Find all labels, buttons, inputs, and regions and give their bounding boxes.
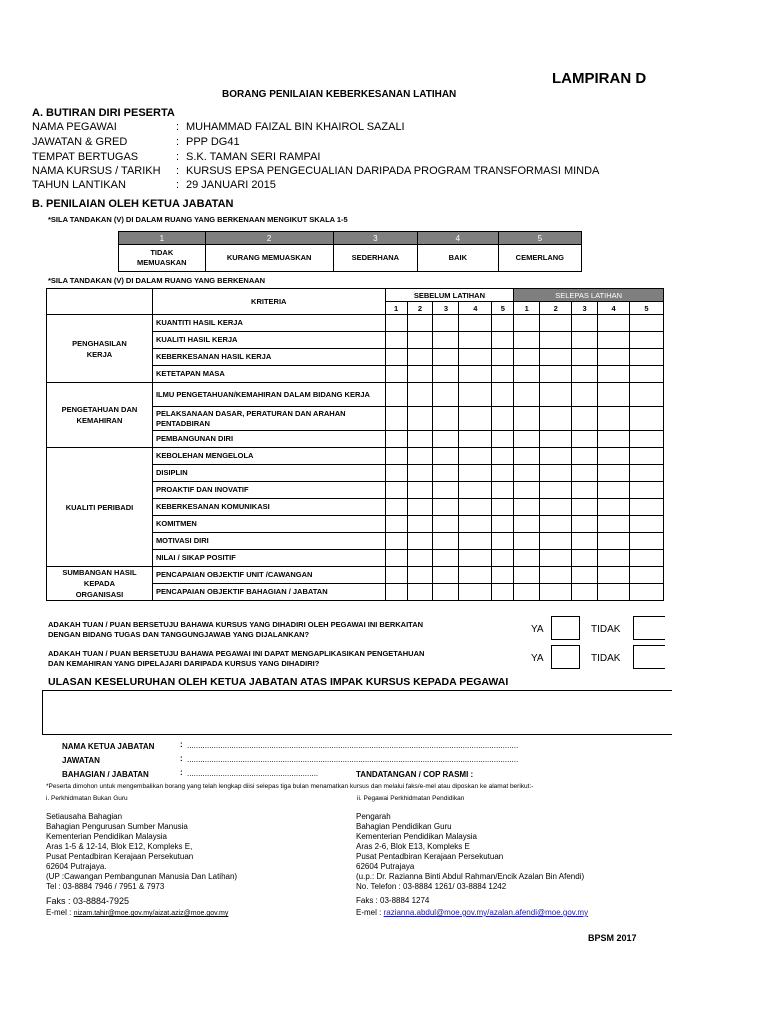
rating-checkbox[interactable] bbox=[492, 482, 514, 499]
score-col-header: 4 bbox=[598, 302, 630, 315]
rating-checkbox[interactable] bbox=[540, 567, 572, 584]
rating-checkbox[interactable] bbox=[492, 584, 514, 601]
rating-checkbox[interactable] bbox=[540, 584, 572, 601]
rating-checkbox[interactable] bbox=[492, 407, 514, 431]
rating-checkbox[interactable] bbox=[630, 383, 664, 407]
criteria-header: KRITERIA bbox=[152, 289, 385, 315]
rating-checkbox[interactable] bbox=[407, 516, 433, 533]
rating-checkbox[interactable] bbox=[459, 465, 492, 482]
score-col-header: 5 bbox=[630, 302, 664, 315]
question-1: ADAKAH TUAN / PUAN BERSETUJU BAHAWA KURSUS YANG DIHADIRI OLEH PEGAWAI INI BERKAITAN DENGAN BIDANG TUGAS DAN TANGGUNGJAWAB YANG DIJALANKAN? bbox=[48, 620, 424, 639]
rating-checkbox[interactable] bbox=[630, 315, 664, 332]
rating-checkbox[interactable] bbox=[459, 516, 492, 533]
rating-checkbox[interactable] bbox=[385, 550, 407, 567]
right-email-label: E-mel : bbox=[356, 908, 382, 917]
rating-checkbox[interactable] bbox=[630, 465, 664, 482]
rating-checkbox[interactable] bbox=[598, 349, 630, 366]
rating-checkbox[interactable] bbox=[407, 431, 433, 448]
rating-checkbox[interactable] bbox=[407, 482, 433, 499]
left-address bbox=[46, 812, 237, 892]
rating-checkbox[interactable] bbox=[598, 584, 630, 601]
rating-checkbox[interactable] bbox=[572, 499, 598, 516]
rating-checkbox[interactable] bbox=[492, 499, 514, 516]
criteria-category: PENGETAHUAN DAN KEMAHIRAN bbox=[47, 383, 153, 448]
rating-checkbox[interactable] bbox=[492, 533, 514, 550]
criteria-item: PENCAPAIAN OBJEKTIF BAHAGIAN / JABATAN bbox=[152, 584, 385, 601]
question-1-yes-box[interactable] bbox=[551, 616, 580, 640]
rating-checkbox[interactable] bbox=[540, 383, 572, 407]
scale-number: 5 bbox=[498, 232, 581, 245]
rating-checkbox[interactable] bbox=[433, 431, 459, 448]
rating-scale-table bbox=[118, 231, 582, 272]
rating-checkbox[interactable] bbox=[433, 366, 459, 383]
rating-checkbox[interactable] bbox=[572, 448, 598, 465]
score-col-header: 5 bbox=[492, 302, 514, 315]
criteria-item: KOMITMEN bbox=[152, 516, 385, 533]
rating-checkbox[interactable] bbox=[492, 550, 514, 567]
jawatan-field[interactable]: ..................................................................................................................................................... bbox=[187, 755, 519, 764]
rating-checkbox[interactable] bbox=[407, 550, 433, 567]
form-title: BORANG PENILAIAN KEBERKESANAN LATIHAN bbox=[222, 89, 457, 100]
rating-checkbox[interactable] bbox=[514, 407, 540, 431]
rating-checkbox[interactable] bbox=[433, 315, 459, 332]
question-2-no-label: TIDAK bbox=[591, 653, 621, 664]
left-email-label: E-mel : bbox=[46, 908, 72, 917]
address-line: Bahagian Pendidikan Guru bbox=[356, 822, 452, 831]
rating-checkbox[interactable] bbox=[492, 315, 514, 332]
rating-checkbox[interactable] bbox=[514, 499, 540, 516]
scale-label: BAIK bbox=[417, 245, 498, 272]
rating-checkbox[interactable] bbox=[630, 332, 664, 349]
rating-checkbox[interactable] bbox=[385, 332, 407, 349]
criteria-category: PENGHASILAN KERJA bbox=[47, 315, 153, 383]
address-line: Kementerian Pendidikan Malaysia bbox=[356, 832, 477, 841]
rating-checkbox[interactable] bbox=[630, 482, 664, 499]
rating-checkbox[interactable] bbox=[572, 567, 598, 584]
rating-checkbox[interactable] bbox=[385, 366, 407, 383]
rating-checkbox[interactable] bbox=[385, 383, 407, 407]
scale-number: 2 bbox=[205, 232, 333, 245]
rating-checkbox[interactable] bbox=[514, 567, 540, 584]
form-code: BPSM 2017 bbox=[588, 933, 637, 943]
question-2-yes-box[interactable] bbox=[551, 645, 580, 669]
nama-colon: : bbox=[180, 740, 183, 749]
rating-checkbox[interactable] bbox=[459, 584, 492, 601]
rating-checkbox[interactable] bbox=[514, 315, 540, 332]
left-email-row bbox=[46, 908, 228, 919]
criteria-item: KUANTITI HASIL KERJA bbox=[152, 315, 385, 332]
score-col-header: 3 bbox=[433, 302, 459, 315]
left-heading: i. Perkhidmatan Bukan Guru bbox=[46, 795, 128, 802]
rating-checkbox[interactable] bbox=[459, 567, 492, 584]
rating-checkbox[interactable] bbox=[407, 567, 433, 584]
rating-checkbox[interactable] bbox=[598, 516, 630, 533]
rating-checkbox[interactable] bbox=[514, 550, 540, 567]
rating-checkbox[interactable] bbox=[540, 482, 572, 499]
criteria-corner bbox=[47, 289, 153, 315]
criteria-row bbox=[47, 567, 664, 584]
return-note: *Peserta dimohon untuk mengembalikan borang yang telah lengkap diisi selepas tiga bulan menamatkan kursus dan melalui faks/e-mel atau diposkan ke alamat berikut:- bbox=[46, 783, 534, 790]
score-col-header: 4 bbox=[459, 302, 492, 315]
rating-checkbox[interactable] bbox=[459, 349, 492, 366]
rating-checkbox[interactable] bbox=[459, 431, 492, 448]
nama-ketua-field[interactable]: ..................................................................................................................................................... bbox=[187, 741, 519, 750]
rating-checkbox[interactable] bbox=[540, 332, 572, 349]
criteria-table bbox=[46, 288, 664, 601]
scale-label: SEDERHANA bbox=[333, 245, 417, 272]
rating-checkbox[interactable] bbox=[492, 332, 514, 349]
criteria-item: DISIPLIN bbox=[152, 465, 385, 482]
rating-checkbox[interactable] bbox=[459, 366, 492, 383]
rating-checkbox[interactable] bbox=[514, 349, 540, 366]
rating-checkbox[interactable] bbox=[598, 383, 630, 407]
detail-colon: : bbox=[176, 165, 180, 177]
rating-checkbox[interactable] bbox=[514, 448, 540, 465]
right-email-link[interactable]: razianna.abdul@moe.gov.my/azalan.afendi@moe.gov.my bbox=[383, 908, 589, 917]
rating-checkbox[interactable] bbox=[572, 366, 598, 383]
rating-checkbox[interactable] bbox=[407, 332, 433, 349]
address-line: No. Telefon : 03-8884 1261/ 03-8884 1242 bbox=[356, 882, 507, 891]
address-line: 62604 Putrajaya. bbox=[46, 862, 107, 871]
rating-checkbox[interactable] bbox=[407, 383, 433, 407]
address-line: Pusat Pentadbiran Kerajaan Persekutuan bbox=[356, 852, 504, 861]
question-1-yes-label: YA bbox=[531, 624, 544, 635]
rating-checkbox[interactable] bbox=[572, 516, 598, 533]
rating-checkbox[interactable] bbox=[459, 332, 492, 349]
rating-checkbox[interactable] bbox=[385, 584, 407, 601]
rating-checkbox[interactable] bbox=[407, 366, 433, 383]
rating-checkbox[interactable] bbox=[459, 499, 492, 516]
rating-checkbox[interactable] bbox=[630, 448, 664, 465]
detail-value: S.K. TAMAN SERI RAMPAI bbox=[186, 151, 321, 163]
rating-checkbox[interactable] bbox=[385, 431, 407, 448]
question-2-yes-label: YA bbox=[531, 653, 544, 664]
detail-label: NAMA KURSUS / TARIKH bbox=[32, 165, 161, 177]
rating-checkbox[interactable] bbox=[514, 516, 540, 533]
section-a-heading: A. BUTIRAN DIRI PESERTA bbox=[32, 107, 175, 119]
rating-checkbox[interactable] bbox=[433, 383, 459, 407]
question-2-no-box[interactable] bbox=[633, 645, 665, 669]
rating-checkbox[interactable] bbox=[514, 465, 540, 482]
rating-checkbox[interactable] bbox=[459, 383, 492, 407]
rating-checkbox[interactable] bbox=[433, 482, 459, 499]
rating-checkbox[interactable] bbox=[385, 448, 407, 465]
rating-checkbox[interactable] bbox=[598, 499, 630, 516]
address-line: Tel : 03-8884 7946 / 7951 & 7973 bbox=[46, 882, 165, 891]
criteria-row bbox=[47, 448, 664, 465]
rating-checkbox[interactable] bbox=[572, 431, 598, 448]
rating-checkbox[interactable] bbox=[433, 407, 459, 431]
rating-checkbox[interactable] bbox=[598, 550, 630, 567]
rating-checkbox[interactable] bbox=[407, 315, 433, 332]
address-line: Aras 1-5 & 12-14, Blok E12, Kompleks E, bbox=[46, 842, 193, 851]
rating-checkbox[interactable] bbox=[407, 465, 433, 482]
jawatan-colon: : bbox=[180, 754, 183, 763]
rating-checkbox[interactable] bbox=[598, 366, 630, 383]
rating-checkbox[interactable] bbox=[540, 366, 572, 383]
rating-checkbox[interactable] bbox=[492, 431, 514, 448]
rating-checkbox[interactable] bbox=[492, 366, 514, 383]
scale-number: 3 bbox=[333, 232, 417, 245]
rating-checkbox[interactable] bbox=[492, 567, 514, 584]
rating-checkbox[interactable] bbox=[630, 499, 664, 516]
criteria-item: KEBERKESANAN HASIL KERJA bbox=[152, 349, 385, 366]
scale-number: 1 bbox=[119, 232, 206, 245]
rating-checkbox[interactable] bbox=[630, 584, 664, 601]
rating-checkbox[interactable] bbox=[630, 533, 664, 550]
rating-checkbox[interactable] bbox=[540, 315, 572, 332]
rating-checkbox[interactable] bbox=[433, 533, 459, 550]
rating-checkbox[interactable] bbox=[572, 482, 598, 499]
rating-checkbox[interactable] bbox=[572, 383, 598, 407]
rating-checkbox[interactable] bbox=[514, 383, 540, 407]
rating-checkbox[interactable] bbox=[540, 349, 572, 366]
detail-colon: : bbox=[176, 136, 180, 148]
rating-checkbox[interactable] bbox=[572, 349, 598, 366]
score-col-header: 1 bbox=[514, 302, 540, 315]
bahagian-colon: : bbox=[180, 768, 183, 777]
rating-checkbox[interactable] bbox=[433, 332, 459, 349]
scale-label: CEMERLANG bbox=[498, 245, 581, 272]
rating-checkbox[interactable] bbox=[492, 465, 514, 482]
rating-checkbox[interactable] bbox=[459, 407, 492, 431]
score-col-header: 2 bbox=[540, 302, 572, 315]
rating-checkbox[interactable] bbox=[407, 499, 433, 516]
criteria-item: PENCAPAIAN OBJEKTIF UNIT /CAWANGAN bbox=[152, 567, 385, 584]
rating-checkbox[interactable] bbox=[572, 550, 598, 567]
rating-checkbox[interactable] bbox=[572, 533, 598, 550]
rating-checkbox[interactable] bbox=[433, 550, 459, 567]
rating-checkbox[interactable] bbox=[492, 448, 514, 465]
ulasan-textbox[interactable] bbox=[42, 690, 672, 735]
criteria-item: NILAI / SIKAP POSITIF bbox=[152, 550, 385, 567]
rating-checkbox[interactable] bbox=[598, 482, 630, 499]
criteria-item: KEBOLEHAN MENGELOLA bbox=[152, 448, 385, 465]
question-1-no-label: TIDAK bbox=[591, 624, 621, 635]
score-col-header: 3 bbox=[572, 302, 598, 315]
rating-checkbox[interactable] bbox=[630, 550, 664, 567]
score-col-header: 2 bbox=[407, 302, 433, 315]
criteria-item: KEBERKESANAN KOMUNIKASI bbox=[152, 499, 385, 516]
detail-label: JAWATAN & GRED bbox=[32, 136, 128, 148]
rating-checkbox[interactable] bbox=[514, 584, 540, 601]
detail-colon: : bbox=[176, 151, 180, 163]
rating-checkbox[interactable] bbox=[540, 465, 572, 482]
before-header: SEBELUM LATIHAN bbox=[385, 289, 514, 302]
right-faks: Faks : 03-8884 1274 bbox=[356, 896, 430, 905]
rating-checkbox[interactable] bbox=[572, 407, 598, 431]
rating-checkbox[interactable] bbox=[514, 366, 540, 383]
rating-checkbox[interactable] bbox=[459, 315, 492, 332]
rating-checkbox[interactable] bbox=[514, 431, 540, 448]
rating-checkbox[interactable] bbox=[572, 315, 598, 332]
section-b-heading: B. PENILAIAN OLEH KETUA JABATAN bbox=[32, 198, 234, 210]
lampiran-label: LAMPIRAN D bbox=[552, 70, 647, 87]
bahagian-label: BAHAGIAN / JABATAN bbox=[62, 770, 149, 779]
rating-checkbox[interactable] bbox=[598, 567, 630, 584]
detail-value: MUHAMMAD FAIZAL BIN KHAIROL SAZALI bbox=[186, 121, 405, 133]
ulasan-heading: ULASAN KESELURUHAN OLEH KETUA JABATAN ATAS IMPAK KURSUS KEPADA PEGAWAI bbox=[48, 676, 509, 688]
rating-checkbox[interactable] bbox=[385, 349, 407, 366]
address-line: Kementerian Pendidikan Malaysia bbox=[46, 832, 167, 841]
rating-checkbox[interactable] bbox=[630, 516, 664, 533]
rating-checkbox[interactable] bbox=[540, 516, 572, 533]
rating-checkbox[interactable] bbox=[459, 550, 492, 567]
rating-checkbox[interactable] bbox=[433, 465, 459, 482]
rating-checkbox[interactable] bbox=[630, 431, 664, 448]
score-col-header: 1 bbox=[385, 302, 407, 315]
rating-checkbox[interactable] bbox=[433, 349, 459, 366]
address-line: (u.p.: Dr. Razianna Binti Abdul Rahman/Encik Azalan Bin Afendi) bbox=[356, 872, 585, 881]
detail-value: PPP DG41 bbox=[186, 136, 240, 148]
detail-value: KURSUS EPSA PENGECUALIAN DARIPADA PROGRAM TRANSFORMASI MINDA bbox=[186, 165, 600, 177]
rating-checkbox[interactable] bbox=[407, 448, 433, 465]
rating-checkbox[interactable] bbox=[514, 533, 540, 550]
rating-checkbox[interactable] bbox=[598, 315, 630, 332]
tandatangan-label: TANDATANGAN / COP RASMI : bbox=[356, 770, 474, 779]
criteria-item: MOTIVASI DIRI bbox=[152, 533, 385, 550]
criteria-item: KETETAPAN MASA bbox=[152, 366, 385, 383]
rating-checkbox[interactable] bbox=[598, 431, 630, 448]
right-email-row bbox=[356, 908, 588, 918]
rating-checkbox[interactable] bbox=[572, 332, 598, 349]
rating-checkbox[interactable] bbox=[385, 482, 407, 499]
rating-checkbox[interactable] bbox=[572, 584, 598, 601]
detail-value: 29 JANUARI 2015 bbox=[186, 179, 276, 191]
rating-checkbox[interactable] bbox=[630, 349, 664, 366]
address-line: Aras 2-6, Blok E13, Kompleks E bbox=[356, 842, 470, 851]
rating-checkbox[interactable] bbox=[433, 567, 459, 584]
criteria-category: SUMBANGAN HASIL KEPADA ORGANISASI bbox=[47, 567, 153, 601]
rating-checkbox[interactable] bbox=[385, 315, 407, 332]
address-line: 62604 Putrajaya bbox=[356, 862, 415, 871]
rating-checkbox[interactable] bbox=[540, 407, 572, 431]
rating-checkbox[interactable] bbox=[540, 533, 572, 550]
address-line: (UP :Cawangan Pembangunan Manusia Dan Latihan) bbox=[46, 872, 238, 881]
rating-checkbox[interactable] bbox=[433, 584, 459, 601]
rating-checkbox[interactable] bbox=[540, 550, 572, 567]
criteria-item: PROAKTIF DAN INOVATIF bbox=[152, 482, 385, 499]
right-address bbox=[356, 812, 584, 892]
criteria-item: KUALITI HASIL KERJA bbox=[152, 332, 385, 349]
scale-number: 4 bbox=[417, 232, 498, 245]
address-line: Setiausaha Bahagian bbox=[46, 812, 123, 821]
address-line: Pengarah bbox=[356, 812, 391, 821]
rating-checkbox[interactable] bbox=[433, 516, 459, 533]
jawatan-label: JAWATAN bbox=[62, 756, 100, 765]
rating-checkbox[interactable] bbox=[459, 482, 492, 499]
rating-checkbox[interactable] bbox=[630, 366, 664, 383]
rating-checkbox[interactable] bbox=[630, 567, 664, 584]
rating-checkbox[interactable] bbox=[385, 407, 407, 431]
rating-checkbox[interactable] bbox=[385, 465, 407, 482]
rating-checkbox[interactable] bbox=[514, 482, 540, 499]
rating-checkbox[interactable] bbox=[598, 465, 630, 482]
rating-checkbox[interactable] bbox=[514, 332, 540, 349]
scale-label: KURANG MEMUASKAN bbox=[205, 245, 333, 272]
rating-checkbox[interactable] bbox=[540, 431, 572, 448]
rating-checkbox[interactable] bbox=[433, 499, 459, 516]
detail-label: TAHUN LANTIKAN bbox=[32, 179, 126, 191]
rating-checkbox[interactable] bbox=[385, 516, 407, 533]
left-faks: Faks : 03-8884-7925 bbox=[46, 896, 130, 906]
detail-label: TEMPAT BERTUGAS bbox=[32, 151, 139, 163]
rating-checkbox[interactable] bbox=[433, 448, 459, 465]
rating-checkbox[interactable] bbox=[540, 448, 572, 465]
criteria-note: *SILA TANDAKAN (V) DI DALAM RUANG YANG BERKENAAN bbox=[48, 276, 266, 285]
address-line: Bahagian Pengurusan Sumber Manusia bbox=[46, 822, 188, 831]
nama-ketua-label: NAMA KETUA JABATAN bbox=[62, 742, 155, 751]
detail-colon: : bbox=[176, 179, 180, 191]
criteria-item: PEMBANGUNAN DIRI bbox=[152, 431, 385, 448]
rating-checkbox[interactable] bbox=[407, 407, 433, 431]
scale-note: *SILA TANDAKAN (V) DI DALAM RUANG YANG BERKENAAN MENGIKUT SKALA 1-5 bbox=[48, 215, 348, 224]
rating-checkbox[interactable] bbox=[598, 533, 630, 550]
scale-label: TIDAK MEMUASKAN bbox=[119, 245, 206, 272]
detail-label: NAMA PEGAWAI bbox=[32, 121, 117, 133]
rating-checkbox[interactable] bbox=[407, 349, 433, 366]
rating-checkbox[interactable] bbox=[598, 407, 630, 431]
left-email-link[interactable]: nizam.tahir@moe.gov.my/aizat.aziz@moe.gov.my bbox=[73, 910, 229, 917]
rating-checkbox[interactable] bbox=[630, 407, 664, 431]
criteria-category: KUALITI PERIBADI bbox=[47, 448, 153, 567]
detail-colon: : bbox=[176, 121, 180, 133]
rating-checkbox[interactable] bbox=[492, 349, 514, 366]
rating-checkbox[interactable] bbox=[492, 516, 514, 533]
criteria-row bbox=[47, 383, 664, 407]
rating-checkbox[interactable] bbox=[540, 499, 572, 516]
question-1-no-box[interactable] bbox=[633, 616, 665, 640]
rating-checkbox[interactable] bbox=[598, 332, 630, 349]
address-line: Pusat Pentadbiran Kerajaan Persekutuan bbox=[46, 852, 194, 861]
rating-checkbox[interactable] bbox=[385, 533, 407, 550]
bahagian-field[interactable]: ........................................................... bbox=[187, 769, 319, 778]
rating-checkbox[interactable] bbox=[407, 584, 433, 601]
rating-checkbox[interactable] bbox=[492, 383, 514, 407]
criteria-item: ILMU PENGETAHUAN/KEMAHIRAN DALAM BIDANG KERJA bbox=[152, 383, 385, 407]
criteria-item: PELAKSANAAN DASAR, PERATURAN DAN ARAHAN PENTADBIRAN bbox=[152, 407, 385, 431]
question-2: ADAKAH TUAN / PUAN BERSETUJU BAHAWA PEGAWAI INI DAPAT MENGAPLIKASIKAN PENGETAHUAN DAN KEMAHIRAN YANG DIPELAJARI DARIPADA KURSUS YANG DIHADIRI? bbox=[48, 649, 425, 668]
rating-checkbox[interactable] bbox=[385, 567, 407, 584]
rating-checkbox[interactable] bbox=[385, 499, 407, 516]
criteria-row bbox=[47, 315, 664, 332]
rating-checkbox[interactable] bbox=[407, 533, 433, 550]
after-header: SELEPAS LATIHAN bbox=[514, 289, 664, 302]
right-heading: ii. Pegawai Perkhidmatan Pendidikan bbox=[357, 795, 465, 802]
rating-checkbox[interactable] bbox=[572, 465, 598, 482]
rating-checkbox[interactable] bbox=[459, 448, 492, 465]
rating-checkbox[interactable] bbox=[598, 448, 630, 465]
rating-checkbox[interactable] bbox=[459, 533, 492, 550]
